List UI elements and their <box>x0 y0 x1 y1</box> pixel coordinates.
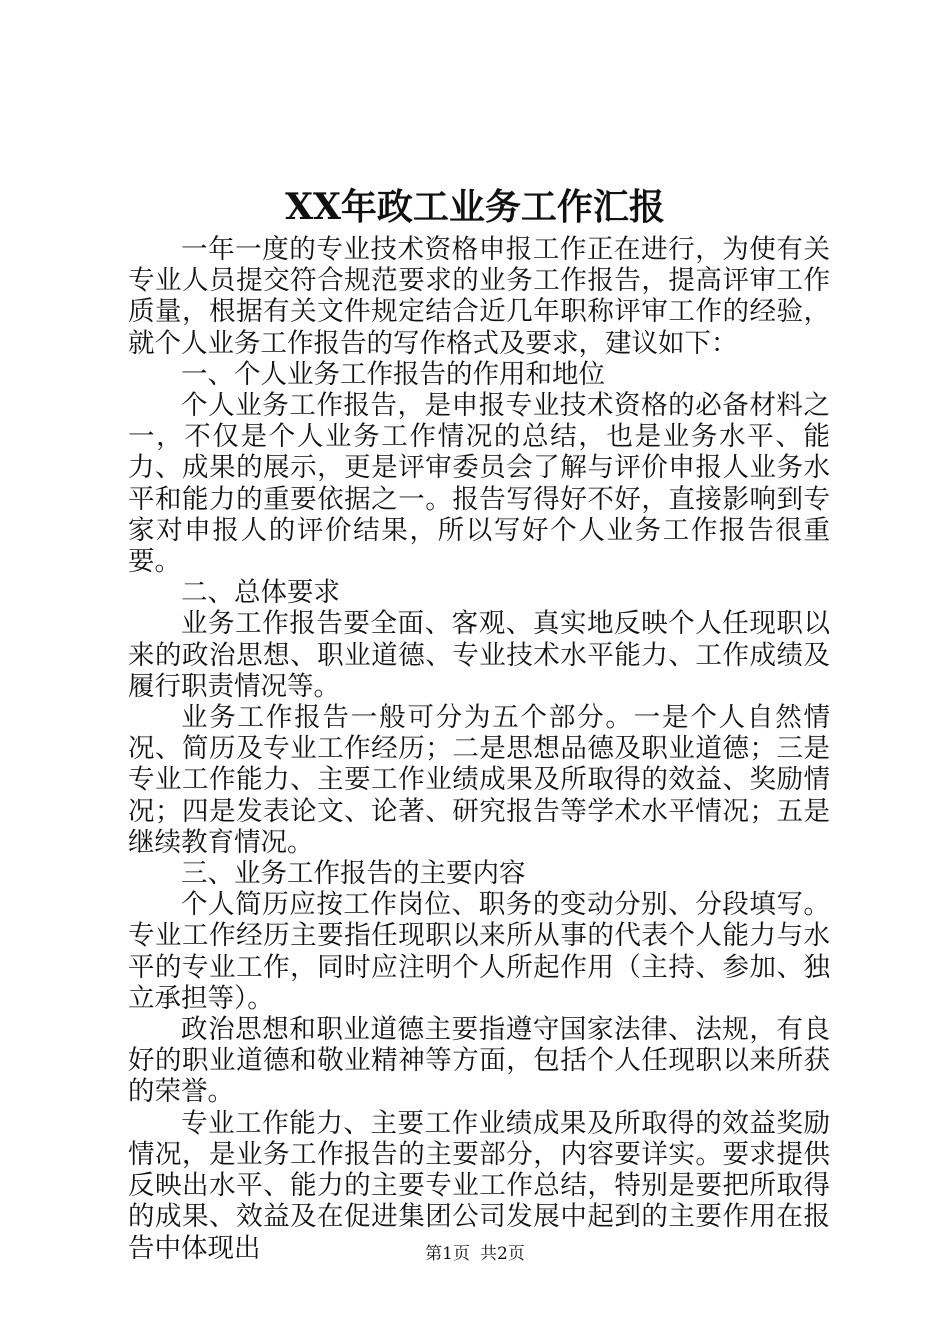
paragraph-ability: 专业工作能力、主要工作业绩成果及所取得的效益奖励情况，是业务工作报告的主要部分，内容要详实。要求提供反映出水平、能力的主要专业工作总结，特别是要把所取得的成果、效益及在促进集团公司发展中起到的主要作用在报告中体现出 <box>128 1107 830 1264</box>
paragraph-resume: 个人简历应按工作岗位、职务的变动分别、分段填写。专业工作经历主要指任现职以来所从事的代表个人能力与水平的专业工作，同时应注明个人所起作用（主持、参加、独立承担等）。 <box>128 889 830 1014</box>
section-heading-2: 二、总体要求 <box>181 577 340 609</box>
document-title: XX年政工业务工作汇报 <box>285 186 665 228</box>
section-heading-3: 三、业务工作报告的主要内容 <box>181 858 526 890</box>
document-body <box>128 234 830 1264</box>
paragraph-general: 业务工作报告要全面、客观、真实地反映个人任现职以来的政治思想、职业道德、专业技术水平能力、工作成绩及履行职责情况等。 <box>128 608 830 702</box>
paragraph-ethics: 政治思想和职业道德主要指遵守国家法律、法规，有良好的职业道德和敬业精神等方面，包括个人任现职以来所获的荣誉。 <box>128 1014 830 1108</box>
section-heading-1: 一、个人业务工作报告的作用和地位 <box>181 358 605 390</box>
paragraph-five-parts: 业务工作报告一般可分为五个部分。一是个人自然情况、简历及专业工作经历；二是思想品德及职业道德；三是专业工作能力、主要工作业绩成果及所取得的效益、奖励情况；四是发表论文、论著、研究报告等学术水平情况；五是继续教育情况。 <box>128 702 830 858</box>
paragraph-intro: 一年一度的专业技术资格申报工作正在进行，为使有关专业人员提交符合规范要求的业务工作报告，提高评审工作质量，根据有关文件规定结合近几年职称评审工作的经验，就个人业务工作报告的写作格式及要求，建议如下： <box>128 234 830 359</box>
page-footer <box>0 1242 950 1266</box>
paragraph-role: 个人业务工作报告，是申报专业技术资格的必备材料之一，不仅是个人业务工作情况的总结，也是业务水平、能力、成果的展示，更是评审委员会了解与评价申报人业务水平和能力的重要依据之一。报告写得好不好，直接影响到专家对申报人的评价结果，所以写好个人业务工作报告很重要。 <box>128 390 830 578</box>
page-total: 共2页 <box>480 1244 525 1264</box>
page-number: 第1页 <box>425 1244 470 1264</box>
